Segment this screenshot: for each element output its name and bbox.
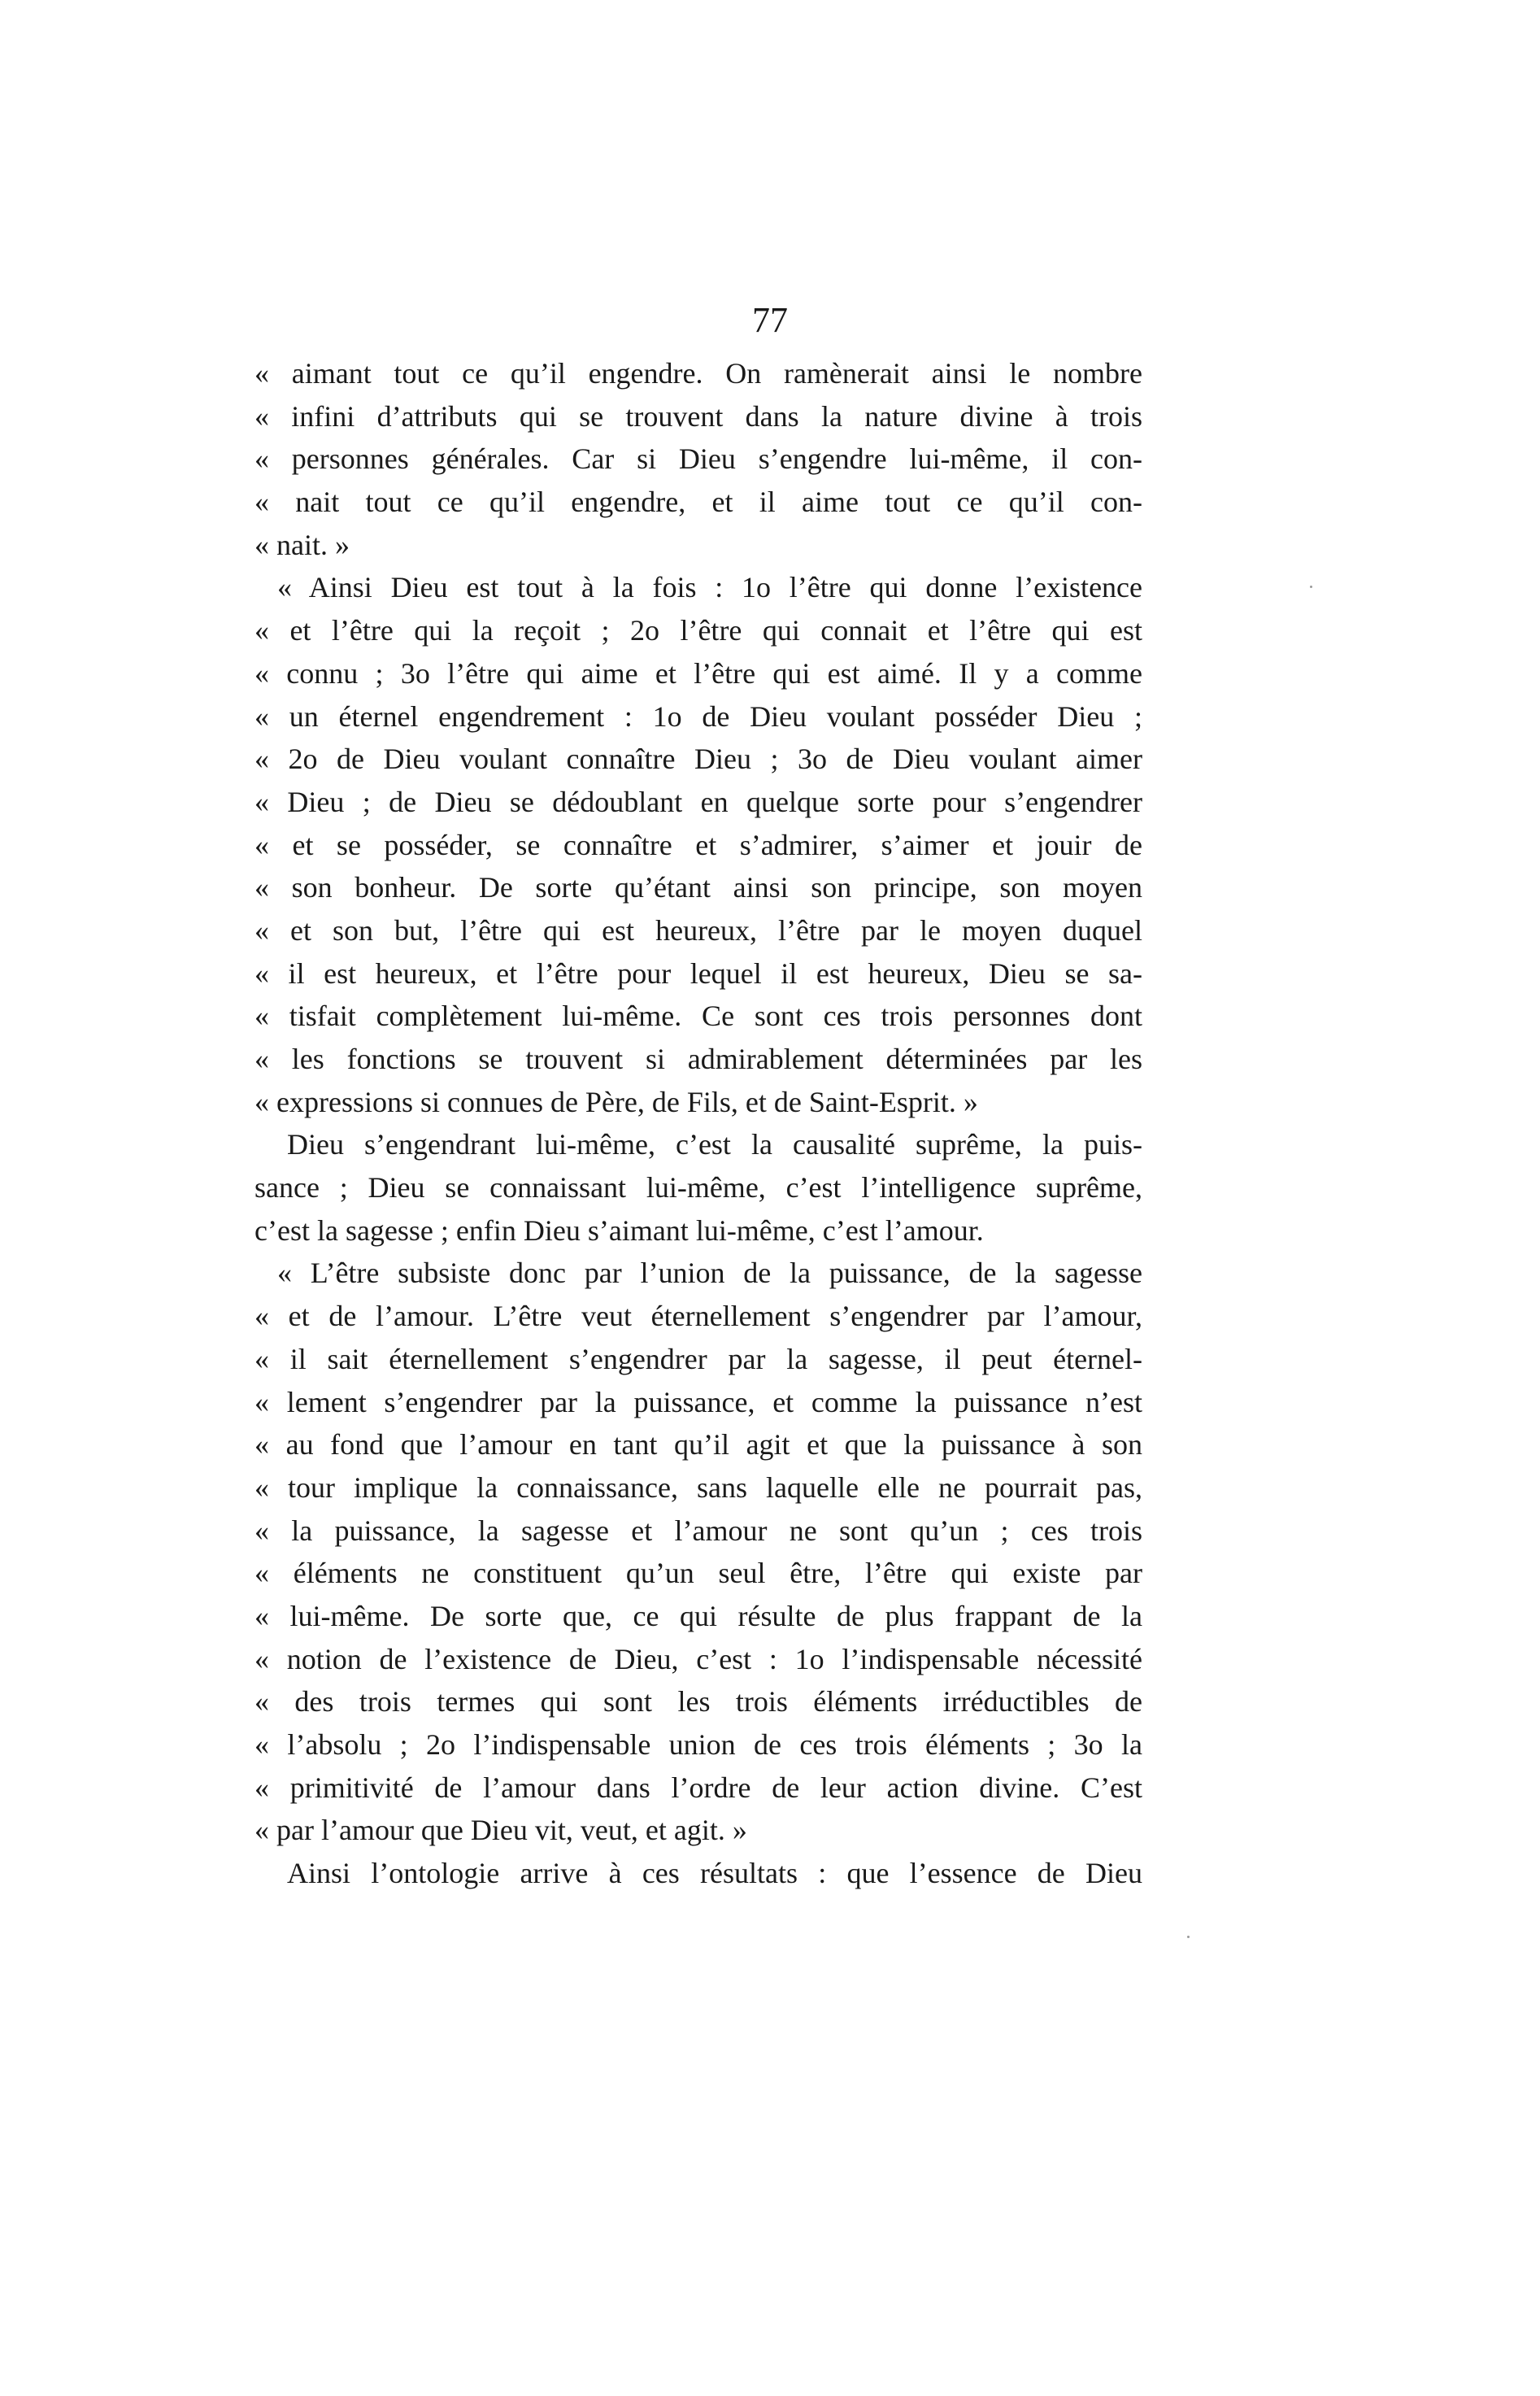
text-line: « les fonctions se trouvent si admirablement déterminées par les [254, 1043, 1142, 1075]
text-line: « notion de l’existence de Dieu, c’est : 1o l’indispensable nécessité [254, 1642, 1142, 1675]
text-line: « primitivité de l’amour dans l’ordre de leur action divine. C’est [254, 1771, 1142, 1804]
body-text [254, 352, 1142, 1895]
page-number: 77 [752, 300, 788, 340]
text-line: « et son but, l’être qui est heureux, l’être par le moyen duquel [254, 913, 1142, 947]
text-line: « la puissance, la sagesse et l’amour ne sont qu’un ; ces trois [254, 1514, 1142, 1547]
text-line: « son bonheur. De sorte qu’étant ainsi son principe, son moyen [254, 871, 1142, 904]
text-line: « tisfait complètement lui-même. Ce sont ces trois personnes dont [254, 1000, 1142, 1033]
text-line: c’est la sagesse ; enfin Dieu s’aimant lui-même, c’est l’amour. [254, 1213, 984, 1247]
text-line: « 2o de Dieu voulant connaître Dieu ; 3o de Dieu voulant aimer [254, 743, 1142, 776]
text-line: « par l’amour que Dieu vit, veut, et agit. » [254, 1814, 747, 1847]
paper-speck [1187, 1936, 1190, 1938]
text-line: « aimant tout ce qu’il engendre. On ramènerait ainsi le nombre [254, 357, 1142, 390]
text-line: « infini d’attributs qui se trouvent dans la nature divine à trois [254, 399, 1142, 433]
text-line: « il est heureux, et l’être pour lequel il est heureux, Dieu se sa- [254, 956, 1142, 990]
text-line: « et l’être qui la reçoit ; 2o l’être qui connait et l’être qui est [254, 614, 1142, 647]
text-line: « éléments ne constituent qu’un seul être, l’être qui existe par [254, 1557, 1142, 1590]
paper-speck [1310, 586, 1312, 588]
text-line: « lement s’engendrer par la puissance, et comme la puissance n’est [254, 1385, 1142, 1418]
text-line: « L’être subsiste donc par l’union de la puissance, de la sagesse [277, 1257, 1142, 1290]
text-line: Ainsi l’ontologie arrive à ces résultats : que l’essence de Dieu [287, 1857, 1142, 1890]
text-line: « nait tout ce qu’il engendre, et il aime tout ce qu’il con- [254, 486, 1142, 519]
text-line: « connu ; 3o l’être qui aime et l’être qui est aimé. Il y a comme [254, 656, 1142, 690]
text-line: Dieu s’engendrant lui-même, c’est la causalité suprême, la puis- [287, 1128, 1142, 1161]
text-line: « l’absolu ; 2o l’indispensable union de ces trois éléments ; 3o la [254, 1728, 1142, 1761]
text-line: « Ainsi Dieu est tout à la fois : 1o l’être qui donne l’existence [277, 571, 1142, 604]
text-line: « personnes générales. Car si Dieu s’engendre lui-même, il con- [254, 442, 1142, 476]
text-line: sance ; Dieu se connaissant lui-même, c’est l’intelligence suprême, [254, 1171, 1142, 1205]
text-line: « Dieu ; de Dieu se dédoublant en quelque sorte pour s’engendrer [254, 785, 1142, 818]
text-line: « et de l’amour. L’être veut éternellement s’engendrer par l’amour, [254, 1300, 1142, 1333]
text-line: « lui-même. De sorte que, ce qui résulte de plus frappant de la [254, 1599, 1142, 1632]
text-line: « un éternel engendrement : 1o de Dieu voulant posséder Dieu ; [254, 699, 1142, 733]
text-line: « nait. » [254, 528, 350, 561]
text-line: « des trois termes qui sont les trois éléments irréductibles de [254, 1685, 1142, 1719]
text-line: « et se posséder, se connaître et s’admirer, s’aimer et jouir de [254, 828, 1142, 861]
text-line: « expressions si connues de Père, de Fils, et de Saint-Esprit. » [254, 1085, 978, 1118]
text-line: « tour implique la connaissance, sans laquelle elle ne pourrait pas, [254, 1470, 1142, 1504]
text-line: « il sait éternellement s’engendrer par la sagesse, il peut éternel- [254, 1342, 1142, 1375]
text-line: « au fond que l’amour en tant qu’il agit et que la puissance à son [254, 1428, 1142, 1462]
